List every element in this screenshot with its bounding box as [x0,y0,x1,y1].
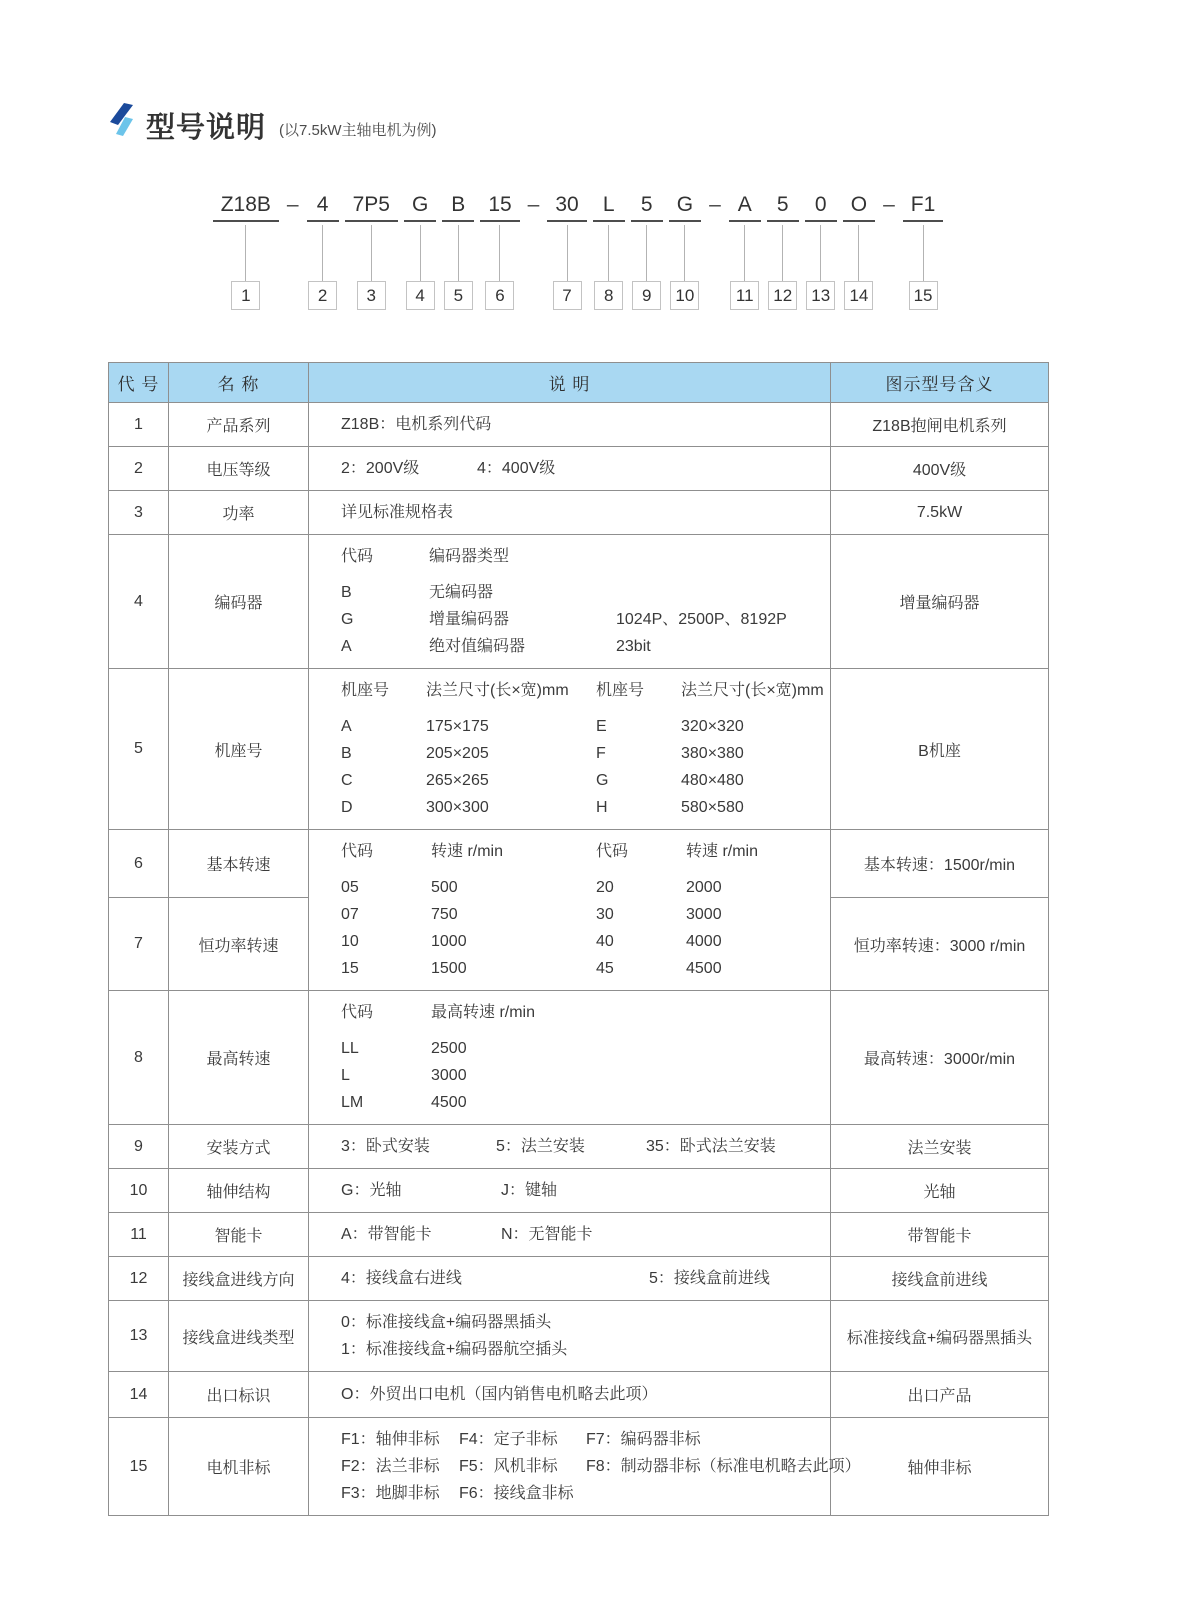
row-example-meaning: 7.5kW [831,491,1049,535]
spec-table-header-row [109,363,1049,403]
description-text: G [596,772,609,789]
page-subtitle: (以7.5kW主轴电机为例) [279,122,437,139]
row-code: 5 [109,669,169,830]
connector-line [744,225,745,281]
model-dash [707,192,723,217]
description-text: E [596,718,607,735]
row-code: 11 [109,1213,169,1257]
description-text: C [341,772,353,789]
description-text: 1500 [431,960,467,977]
model-segment [345,192,398,310]
model-segment-code: L [593,192,625,222]
model-segment-number-box: 11 [730,281,759,310]
description-text: 无编码器 [429,584,494,601]
description-text: 2500 [431,1040,467,1057]
description-text: N：无智能卡 [501,1226,593,1243]
row-code: 14 [109,1372,169,1418]
model-segment [903,192,944,310]
model-segment-number-box: 10 [670,281,699,310]
description-text: LL [341,1040,359,1057]
table-row [109,669,1049,830]
model-dash-glyph: – [709,193,721,216]
description-line [341,955,820,982]
row-example-meaning: 基本转速：1500r/min [831,830,1049,898]
row-example-meaning: 轴伸非标 [831,1418,1049,1516]
row-name: 基本转速 [169,830,309,898]
description-text: 07 [341,906,359,923]
row-example-meaning: B机座 [831,669,1049,830]
description-line [341,838,820,865]
connector-line [820,225,821,281]
table-row [109,491,1049,535]
model-segment [404,192,436,310]
connector-line [322,225,323,281]
description-line [341,1453,861,1480]
connector-line [923,225,924,281]
description-text: 35：卧式法兰安装 [646,1138,776,1155]
description-line [341,1309,820,1336]
model-segment [729,192,761,310]
description-line [341,411,820,438]
model-segment-number-box: 7 [553,281,582,310]
description-text: 最高转速 r/min [431,1004,536,1021]
model-segment [213,192,279,310]
description-line [341,677,824,704]
model-dash-glyph: – [286,193,299,216]
row-description [309,669,831,830]
description-line [341,1177,820,1204]
model-segment-number-box: 2 [308,281,337,310]
row-description [309,403,831,447]
table-row [109,1418,1049,1516]
column-header: 说 明 [309,363,831,403]
description-text: 代码 [341,548,374,565]
description-line [341,1480,820,1507]
description-text: F5：风机非标 [459,1458,558,1475]
row-name: 接线盒进线类型 [169,1301,309,1372]
connector-line [371,225,372,281]
model-segment-code: O [843,192,875,222]
description-text: 0：标准接线盒+编码器黑插头 [341,1314,552,1331]
description-line [341,1381,820,1408]
row-code: 9 [109,1125,169,1169]
description-line [341,499,820,526]
row-example-meaning: 400V级 [831,447,1049,491]
description-line [341,455,820,482]
description-text: 1024P、2500P、8192P [616,611,787,628]
description-text: 3：卧式安装 [341,1138,430,1155]
description-line [341,767,820,794]
description-text: 30 [596,906,614,923]
model-segment [631,192,663,310]
description-text: L [341,1067,350,1084]
row-code: 4 [109,535,169,669]
row-example-meaning: 标准接线盒+编码器黑插头 [831,1301,1049,1372]
description-text: G：光轴 [341,1182,402,1199]
description-text: 转速 r/min [431,843,504,860]
description-text: 5：接线盒前进线 [649,1270,770,1287]
description-text: 20 [596,879,614,896]
description-text: 23bit [616,638,651,655]
page-content [108,0,1048,1516]
description-text: 4000 [686,933,722,950]
description-text: 1：标准接线盒+编码器航空插头 [341,1341,568,1358]
model-dash-glyph: – [527,193,540,216]
row-description [309,1169,831,1213]
description-text: 5：法兰安装 [496,1138,585,1155]
model-segment [480,192,519,310]
description-text: 法兰尺寸(长×宽)mm [681,682,824,699]
model-segment-number-box: 14 [844,281,873,310]
model-dash [526,192,542,217]
model-segment-code: F1 [903,192,944,222]
description-line [341,874,820,901]
row-code: 7 [109,898,169,991]
connector-line [646,225,647,281]
description-text: B [341,745,352,762]
description-line [341,794,820,821]
description-text: F4：定子非标 [459,1431,558,1448]
model-segment [805,192,837,310]
lightning-slash-icon [108,102,135,142]
row-code: 2 [109,447,169,491]
table-row [109,403,1049,447]
model-segment-number-box: 15 [909,281,938,310]
row-example-meaning: 增量编码器 [831,535,1049,669]
description-text: 500 [431,879,458,896]
connector-line [684,225,685,281]
description-text: 175×175 [426,718,489,735]
description-line [341,1133,820,1160]
column-header: 图示型号含义 [831,363,1049,403]
section-title-row [108,102,1048,144]
row-code: 10 [109,1169,169,1213]
description-text: O：外贸出口电机（国内销售电机略去此项） [341,1386,658,1403]
description-text: 代码 [341,1004,374,1021]
row-description [309,1257,831,1301]
row-example-meaning: 法兰安装 [831,1125,1049,1169]
description-text: 380×380 [681,745,744,762]
row-code: 12 [109,1257,169,1301]
model-segment [307,192,339,310]
description-line [341,901,820,928]
connector-line [499,225,500,281]
description-text: 2：200V级 [341,460,420,477]
description-text: 750 [431,906,458,923]
description-line [341,606,820,633]
description-text: F6：接线盒非标 [459,1485,574,1502]
table-row [109,1169,1049,1213]
model-segment-code: 30 [547,192,586,222]
spec-table [108,362,1049,1516]
row-code: 8 [109,991,169,1125]
row-description [309,491,831,535]
description-text: F3：地脚非标 [341,1485,440,1502]
table-row [109,535,1049,669]
description-text: 10 [341,933,359,950]
row-name: 最高转速 [169,991,309,1125]
model-segment-number-box: 3 [357,281,386,310]
model-dash [285,192,301,217]
row-example-meaning: 带智能卡 [831,1213,1049,1257]
row-name: 智能卡 [169,1213,309,1257]
model-segment-code: 4 [307,192,339,222]
description-line [341,999,820,1026]
row-name: 轴伸结构 [169,1169,309,1213]
model-segment-number-box: 8 [594,281,623,310]
model-segment-number-box: 6 [485,281,514,310]
description-line [341,740,820,767]
description-line [341,1062,820,1089]
description-text: 代码 [596,843,629,860]
row-example-meaning: 接线盒前进线 [831,1257,1049,1301]
description-line [341,1265,820,1292]
row-example-meaning: 最高转速：3000r/min [831,991,1049,1125]
description-text: 05 [341,879,359,896]
description-text: 编码器类型 [429,548,510,565]
table-row [109,1372,1049,1418]
row-code: 15 [109,1418,169,1516]
description-text: H [596,799,608,816]
model-segment [442,192,474,310]
row-description [309,830,831,991]
description-text: 40 [596,933,614,950]
description-text: Z18B：电机系列代码 [341,416,492,433]
model-dash-glyph: – [883,193,895,216]
description-text: 480×480 [681,772,744,789]
description-line [341,633,820,660]
model-segment-number-box: 1 [231,281,260,310]
row-example-meaning: 出口产品 [831,1372,1049,1418]
row-name: 电压等级 [169,447,309,491]
row-name: 编码器 [169,535,309,669]
row-name: 功率 [169,491,309,535]
table-row [109,830,1049,898]
row-example-meaning: Z18B抱闸电机系列 [831,403,1049,447]
description-text: 3000 [686,906,722,923]
table-row [109,991,1049,1125]
description-text: 转速 r/min [686,843,759,860]
connector-line [858,225,859,281]
model-dash [881,192,897,217]
model-segment-code: 5 [767,192,799,222]
description-text: 机座号 [596,682,645,699]
row-description [309,1213,831,1257]
description-text: 详见标准规格表 [341,504,454,521]
row-name: 产品系列 [169,403,309,447]
description-line [341,928,820,955]
column-header: 名 称 [169,363,309,403]
table-row [109,1257,1049,1301]
row-description [309,1125,831,1169]
model-segment-number-box: 12 [768,281,797,310]
description-text: 法兰尺寸(长×宽)mm [426,682,569,699]
description-line [341,1221,820,1248]
description-text: B [341,584,352,601]
description-text: 4500 [686,960,722,977]
model-segment-code: 5 [631,192,663,222]
row-code: 13 [109,1301,169,1372]
table-row [109,1213,1049,1257]
description-text: F7：编码器非标 [586,1431,701,1448]
model-segment [669,192,701,310]
row-example-meaning: 恒功率转速：3000 r/min [831,898,1049,991]
description-text: 2000 [686,879,722,896]
description-text: 4500 [431,1094,467,1111]
description-line [341,1426,820,1453]
description-text: 320×320 [681,718,744,735]
row-code: 6 [109,830,169,898]
description-text: F1：轴伸非标 [341,1431,440,1448]
row-description [309,991,831,1125]
row-name: 安装方式 [169,1125,309,1169]
description-text: A [341,718,352,735]
description-text: A：带智能卡 [341,1226,432,1243]
description-text: F2：法兰非标 [341,1458,440,1475]
description-text: F8：制动器非标（标准电机略去此项） [586,1458,861,1475]
row-name: 出口标识 [169,1372,309,1418]
connector-line [608,225,609,281]
description-line [341,1336,820,1363]
description-line [341,1035,820,1062]
description-text: 绝对值编码器 [429,638,526,655]
connector-line [567,225,568,281]
model-segment-code: A [729,192,761,222]
row-description [309,1301,831,1372]
description-line [341,579,820,606]
page-title: 型号说明 [146,112,267,144]
model-segment [547,192,586,310]
model-segment [593,192,625,310]
model-segment-code: Z18B [213,192,279,222]
table-row [109,1125,1049,1169]
table-row [109,447,1049,491]
description-text: 205×205 [426,745,489,762]
row-name: 接线盒进线方向 [169,1257,309,1301]
model-segment-number-box: 4 [406,281,435,310]
connector-line [245,225,246,281]
model-segment-code: 7P5 [345,192,398,222]
connector-line [782,225,783,281]
description-text: 增量编码器 [429,611,510,628]
description-text: 4：接线盒右进线 [341,1270,462,1287]
model-segment-number-box: 5 [444,281,473,310]
description-text: 265×265 [426,772,489,789]
connector-line [420,225,421,281]
row-description [309,447,831,491]
row-description [309,1372,831,1418]
row-code: 3 [109,491,169,535]
column-header: 代 号 [109,363,169,403]
model-code-diagram [108,192,1048,310]
description-line [341,713,820,740]
description-text: 580×580 [681,799,744,816]
description-line [341,543,820,570]
description-line [341,1089,820,1116]
model-segment [843,192,875,310]
model-segment-code: 15 [480,192,519,222]
description-text: 代码 [341,843,374,860]
model-segment-code: B [442,192,474,222]
description-text: 3000 [431,1067,467,1084]
description-text: 45 [596,960,614,977]
description-text: G [341,611,354,628]
spec-table-body [109,403,1049,1516]
row-code: 1 [109,403,169,447]
model-segment [767,192,799,310]
connector-line [458,225,459,281]
description-text: LM [341,1094,364,1111]
row-description [309,535,831,669]
model-segment-number-box: 13 [806,281,835,310]
description-text: 300×300 [426,799,489,816]
row-name: 机座号 [169,669,309,830]
description-text: J：键轴 [501,1182,558,1199]
description-text: A [341,638,352,655]
model-segment-code: G [404,192,436,222]
row-description [309,1418,861,1516]
row-example-meaning: 光轴 [831,1169,1049,1213]
row-name: 电机非标 [169,1418,309,1516]
model-segment-number-box: 9 [632,281,661,310]
model-segment-code: G [669,192,701,222]
table-row [109,1301,1049,1372]
description-text: 15 [341,960,359,977]
description-text: D [341,799,353,816]
description-text: F [596,745,606,762]
description-text: 4：400V级 [477,460,556,477]
description-text: 机座号 [341,682,390,699]
row-name: 恒功率转速 [169,898,309,991]
model-segment-code: 0 [805,192,837,222]
description-text: 1000 [431,933,467,950]
